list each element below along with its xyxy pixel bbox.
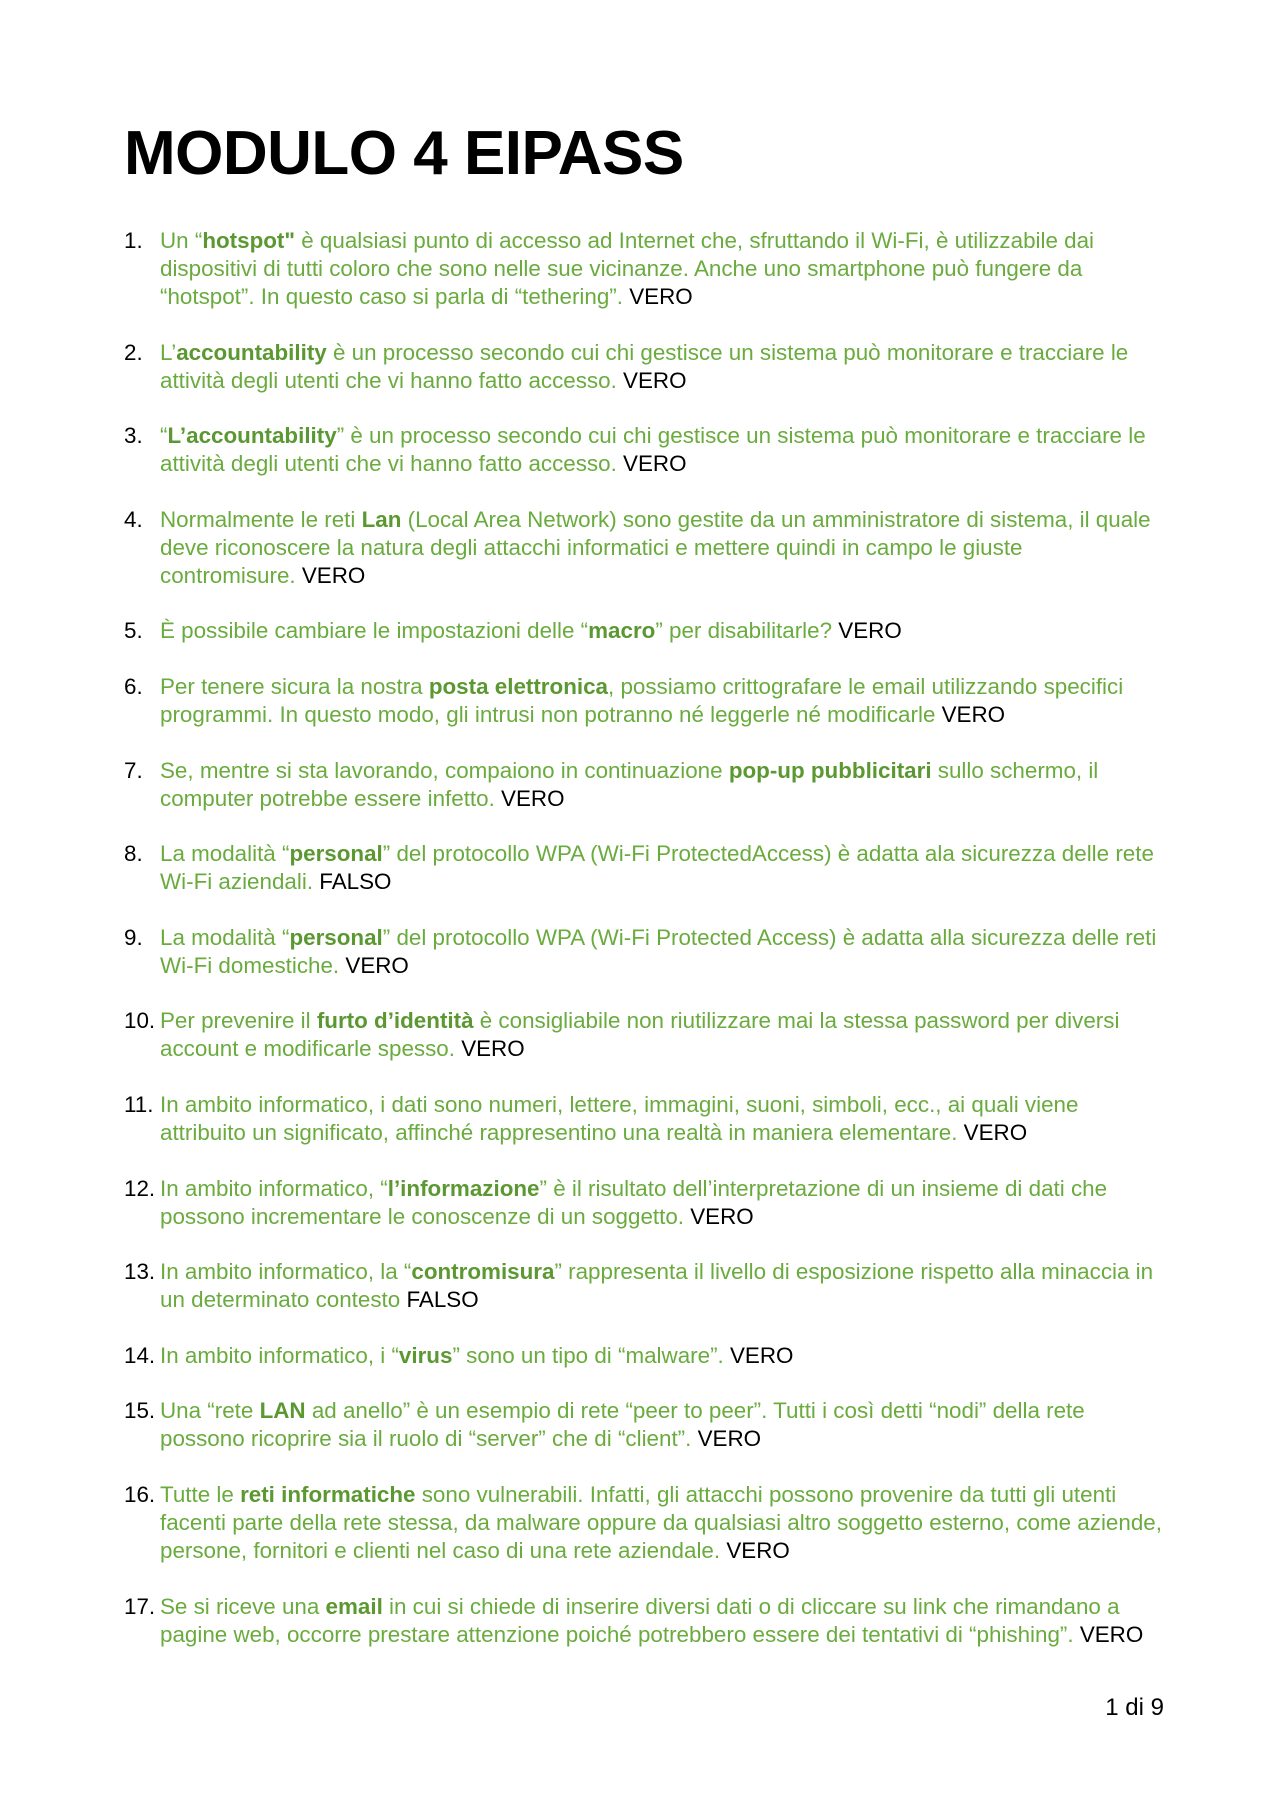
question-item [124,1175,1164,1231]
question-answer: VERO [941,701,1006,727]
question-list [124,227,1164,1676]
question-text-pre: Per tenere sicura la nostra [160,673,429,699]
question-keyword: personal [289,924,383,950]
question-text-post: è un processo secondo cui chi gestisce un sistema può monitorare e tracciare le attività degli utenti che vi hanno fatto accesso. [160,339,1129,393]
question-answer: VERO [629,284,693,309]
question-number: 8. [124,841,143,867]
question-answer: VERO [461,1036,525,1062]
question-keyword: virus [398,1342,453,1368]
question-text [160,840,1164,896]
question-number: 2. [124,339,143,365]
question-text-pre: Tutte le [160,1481,241,1507]
question-answer: VERO [623,451,687,477]
question-keyword: hotspot" [202,228,296,253]
question-text [160,1007,1164,1063]
question-answer: VERO [697,1426,762,1452]
question-text [160,617,1164,645]
question-number: 7. [124,757,143,783]
question-item [124,1258,1164,1314]
question-text [160,1593,1164,1649]
question-item [124,227,1164,311]
question-text [160,422,1164,478]
question-text-post: , possiamo crittografare le email utilizzando specifici programmi. In questo modo, gli intrusi non potranno né leggerle né modificarle [160,673,1124,727]
question-answer: VERO [1079,1621,1144,1647]
question-answer: VERO [301,562,366,588]
question-keyword: Lan [361,506,402,532]
question-item [124,1091,1164,1147]
question-text-pre: In ambito informatico, “ [160,1175,388,1201]
question-number: 3. [124,423,143,449]
question-keyword: email [325,1593,383,1619]
question-number: 15. [124,1398,156,1424]
question-number: 1. [124,228,143,253]
question-text-pre: “ [160,423,168,449]
question-text [160,506,1164,590]
question-text-pre: In ambito informatico, i “ [160,1342,399,1368]
question-text [160,924,1164,980]
question-item [124,673,1164,729]
question-number: 6. [124,673,143,699]
question-text-post: (Local Area Network) sono gestite da un amministratore di sistema, il quale deve riconoscere la natura degli attacchi informatici e mettere quindi in campo le giuste contromisure. [160,506,1151,588]
question-text-post: sullo schermo, il computer potrebbe essere infetto. [160,757,1099,811]
question-item [124,339,1164,395]
question-keyword: l’informazione [387,1175,540,1201]
question-text-post: è consigliabile non riutilizzare mai la stessa password per diversi account e modificarle spesso. [160,1008,1120,1062]
question-text-post: ” del protocollo WPA (Wi-Fi Protected Access) è adatta alla sicurezza delle reti Wi-Fi domestiche. [160,924,1157,978]
question-item [124,1481,1164,1565]
question-item [124,1593,1164,1649]
question-item [124,1007,1164,1063]
question-number: 16. [124,1481,156,1507]
question-text-post: sono vulnerabili. Infatti, gli attacchi possono provenire da tutti gli utenti facenti parte della rete stessa, da malware oppure da qualsiasi altro soggetto esterno, come aziende, persone, fornitori e clienti nel caso di una rete aziendale. [160,1481,1162,1563]
question-keyword: posta elettronica [428,673,608,699]
page-number: 1 di 9 [1105,1694,1164,1721]
question-number: 10. [124,1008,156,1034]
question-text-post: ” sono un tipo di “malware”. [452,1342,730,1368]
question-item [124,1342,1164,1370]
question-text-pre: Una “rete [160,1398,260,1424]
question-text-pre: In ambito informatico, i dati sono numeri, lettere, immagini, suoni, simboli, ecc., ai quali viene attribuito un significato, affinché rappresentino una realtà in maniera elementare. [160,1091,1079,1145]
page-title: MODULO 4 EIPASS [124,119,684,188]
question-text-pre: Un “ [160,228,203,253]
question-number: 14. [124,1342,156,1368]
question-text-pre: La modalità “ [160,924,290,950]
question-answer: FALSO [319,869,392,895]
question-answer: VERO [501,785,565,811]
question-number: 4. [124,506,143,532]
question-item [124,506,1164,590]
question-number: 12. [124,1175,156,1201]
question-keyword: contromisura [411,1259,555,1285]
question-text [160,339,1164,395]
question-text [160,1175,1164,1231]
question-text-post: è qualsiasi punto di accesso ad Internet che, sfruttando il Wi-Fi, è utilizzabile dai dispositivi di tutti coloro che sono nelle sue vicinanze. Anche uno smartphone può fungere da “hotspot”. In questo caso si parla di “tethering”. [160,228,1095,309]
question-text-post: ad anello” è un esempio di rete “peer to peer”. Tutti i così detti “nodi” della rete possono ricoprire sia il ruolo di “server” che di “client”. [160,1398,1085,1452]
question-text-pre: Per prevenire il [160,1008,317,1034]
question-text-pre: Normalmente le reti [160,506,362,532]
question-keyword: furto d’identità [316,1008,474,1034]
question-number: 11. [124,1091,154,1117]
question-text-post: in cui si chiede di inserire diversi dati o di cliccare su link che rimandano a pagine web, occorre prestare attenzione poiché potrebbero essere dei tentativi di “phishing”. [160,1593,1120,1647]
question-number: 13. [124,1259,156,1285]
question-item [124,422,1164,478]
question-item [124,1397,1164,1453]
question-number: 5. [124,618,143,644]
question-item [124,617,1164,645]
question-number: 17. [124,1593,156,1619]
question-text [160,227,1164,311]
question-answer: VERO [726,1537,790,1563]
question-text [160,757,1164,813]
question-keyword: L’accountability [167,423,337,449]
question-text-post: ” è il risultato dell’interpretazione di un insieme di dati che possono incrementare le conoscenze di un soggetto. [160,1175,1108,1229]
question-text-pre: Se, mentre si sta lavorando, compaiono in continuazione [160,757,729,783]
question-text [160,1397,1164,1453]
question-item [124,757,1164,813]
question-text-post: ” del protocollo WPA (Wi-Fi ProtectedAccess) è adatta ala sicurezza delle rete Wi-Fi aziendali. [160,841,1154,895]
question-text [160,673,1164,729]
question-number: 9. [124,924,143,950]
question-text-post: ” per disabilitarle? [655,618,839,644]
question-answer: FALSO [406,1287,479,1313]
question-text [160,1258,1164,1314]
question-answer: VERO [690,1203,754,1229]
question-text [160,1481,1164,1565]
question-keyword: pop-up pubblicitari [728,757,932,783]
question-text-pre: È possibile cambiare le impostazioni delle “ [160,618,589,644]
question-text-pre: La modalità “ [160,841,290,867]
question-answer: VERO [729,1342,794,1368]
question-text [160,1342,1164,1370]
question-answer: VERO [838,618,902,644]
question-keyword: LAN [259,1398,306,1424]
question-keyword: personal [289,841,383,867]
question-text-pre: In ambito informatico, la “ [160,1259,412,1285]
question-item [124,924,1164,980]
question-keyword: macro [588,618,656,644]
question-keyword: accountability [176,339,327,365]
question-item [124,840,1164,896]
question-text-post: ” rappresenta il livello di esposizione rispetto alla minaccia in un determinato contesto [160,1259,1154,1313]
question-text-post: ” è un processo secondo cui chi gestisce un sistema può monitorare e tracciare le attività degli utenti che vi hanno fatto accesso. [160,423,1146,477]
question-answer: VERO [963,1119,1028,1145]
question-answer: VERO [623,367,687,393]
question-answer: VERO [345,952,409,978]
question-text [160,1091,1164,1147]
question-text-pre: L’ [160,339,177,365]
question-keyword: reti informatiche [240,1481,416,1507]
question-text-pre: Se si riceve una [160,1593,326,1619]
